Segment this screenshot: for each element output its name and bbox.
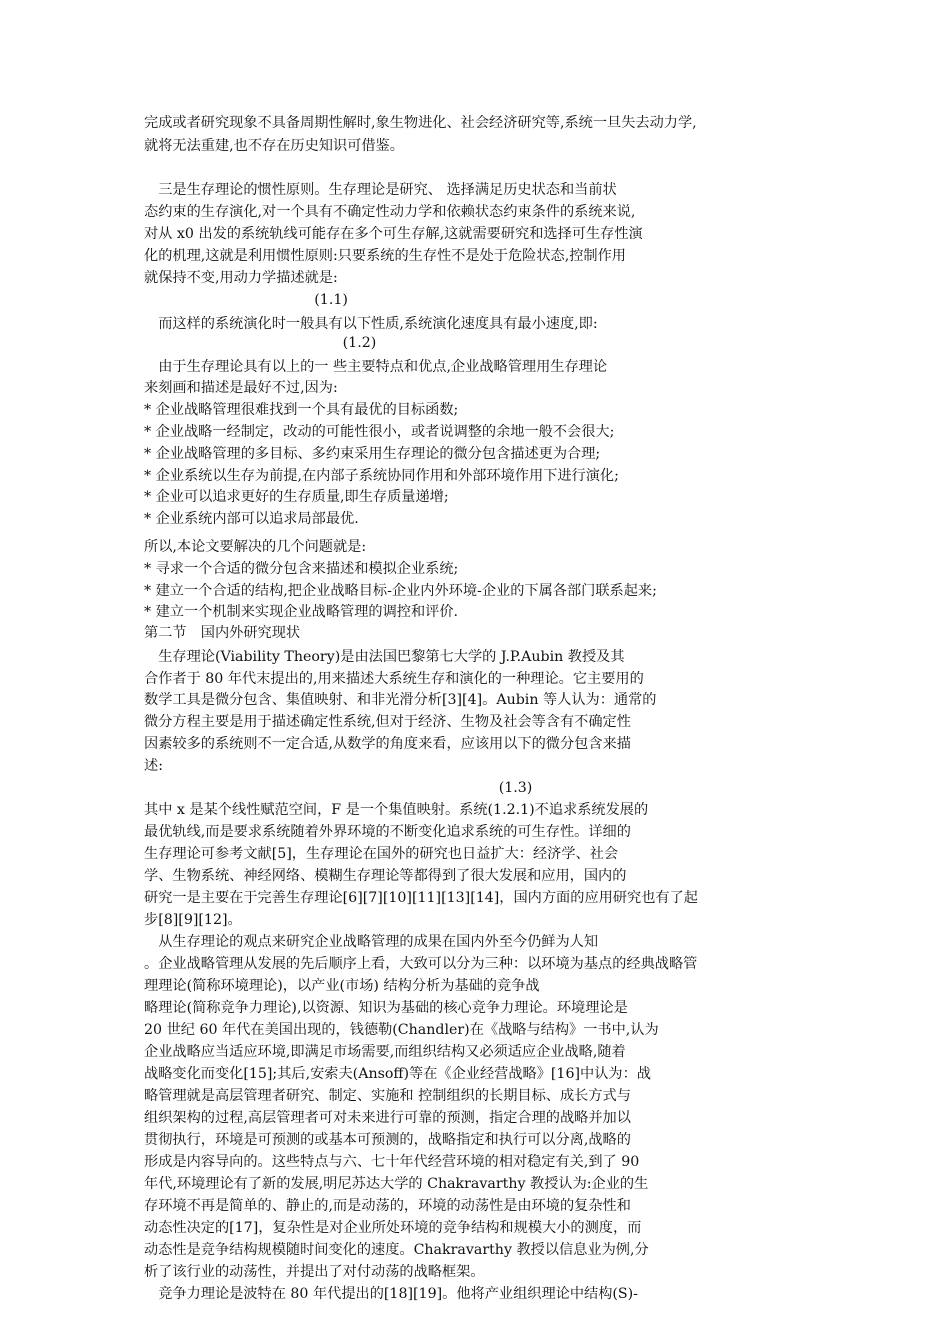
text-line: (1.1) xyxy=(144,292,348,308)
text-line: * 寻求一个合适的微分包含来描述和模拟企业系统; xyxy=(144,561,459,577)
text-line: 动态性决定的[17]，复杂性是对企业所处环境的竞争结构和规模大小的测度，而 xyxy=(144,1220,642,1236)
text-line: 研究一是主要在于完善生存理论[6][7][10][11][13][14]，国内方面的应用研究也有了起 xyxy=(144,890,698,906)
text-line: 贯彻执行，环境是可预测的或基本可预测的，战略指定和执行可以分离,战略的 xyxy=(144,1132,631,1148)
text-line: (1.3) xyxy=(144,780,533,796)
text-line: * 建立一个机制来实现企业战略管理的调控和评价. xyxy=(144,604,459,620)
text-line: 。企业战略管理从发展的先后顺序上看，大致可以分为三种：以环境为基点的经典战略管 xyxy=(144,956,698,972)
text-line: * 企业系统以生存为前提,在内部子系统协同作用和外部环境作用下进行演化; xyxy=(144,468,619,484)
text-line: 所以,本论文要解决的几个问题就是: xyxy=(144,539,367,555)
text-line: 述: xyxy=(144,758,163,774)
text-line: 对从 x0 出发的系统轨线可能存在多个可生存解,这就需要研究和选择可生存性演 xyxy=(144,226,643,242)
text-line: * 企业战略一经制定，改动的可能性很小，或者说调整的余地一般不会很大; xyxy=(144,424,615,440)
text-line: 就将无法重建,也不存在历史知识可借鉴。 xyxy=(144,138,404,154)
text-line: 最优轨线,而是要求系统随着外界环境的不断变化追求系统的可生存性。详细的 xyxy=(144,824,631,840)
text-line: 组织架构的过程,高层管理者可对未来进行可靠的预测，指定合理的战略并加以 xyxy=(144,1110,631,1126)
text-line: 三是生存理论的惯性原则。生存理论是研究、 选择满足历史状态和当前状 xyxy=(144,182,617,198)
text-line: 完成或者研究现象不具备周期性解时,象生物进化、社会经济研究等,系统一旦失去动力学, xyxy=(144,115,697,131)
text-line: 理理论(简称环境理论)，以产业(市场) 结构分析为基础的竞争战 xyxy=(144,978,540,994)
text-line: 由于生存理论具有以上的一 些主要特点和优点,企业战略管理用生存理论 xyxy=(144,359,608,375)
text-line: 从生存理论的观点来研究企业战略管理的成果在国内外至今仍鲜为人知 xyxy=(144,934,599,950)
text-line: 其中 x 是某个线性赋范空间，F 是一个集值映射。系统(1.2.1)不追求系统发展的 xyxy=(144,802,649,818)
text-line: 生存理论(Viability Theory)是由法国巴黎第七大学的 J.P.Aubin 教授及其 xyxy=(144,649,625,665)
text-line: 第二节 国内外研究现状 xyxy=(144,625,301,641)
text-line: 步[8][9][12]。 xyxy=(144,912,242,928)
text-line: 就保持不变,用动力学描述就是: xyxy=(144,270,338,286)
text-line: 析了该行业的动荡性，并提出了对付动荡的战略框架。 xyxy=(144,1264,485,1280)
text-line: * 企业可以追求更好的生存质量,即生存质量递增; xyxy=(144,489,449,505)
text-line: 因素较多的系统则不一定合适,从数学的角度来看，应该用以下的微分包含来描 xyxy=(144,736,631,752)
text-line: 竞争力理论是波特在 80 年代提出的[18][19]。他将产业组织理论中结构(S)- xyxy=(144,1286,638,1302)
text-line: 数学工具是微分包含、集值映射、和非光滑分析[3][4]。Aubin 等人认为：通常的 xyxy=(144,692,657,708)
text-line: 形成是内容导向的。这些特点与六、七十年代经营环境的相对稳定有关,到了 90 xyxy=(144,1154,640,1170)
text-line: * 企业战略管理很难找到一个具有最优的目标函数; xyxy=(144,402,459,418)
text-line: * 企业战略管理的多目标、多约束采用生存理论的微分包含描述更为合理; xyxy=(144,446,601,462)
text-line: * 建立一个合适的结构,把企业战略目标-企业内外环境-企业的下属各部门联系起来; xyxy=(144,583,657,599)
text-line: 年代,环境理论有了新的发展,明尼苏达大学的 Chakravarthy 教授认为:企业的生 xyxy=(144,1176,649,1192)
text-line: * 企业系统内部可以追求局部最优. xyxy=(144,511,359,527)
text-line: 微分方程主要是用于描述确定性系统,但对于经济、生物及社会等含有不确定性 xyxy=(144,714,631,730)
text-line: 态约束的生存演化,对一个具有不确定性动力学和依赖状态约束条件的系统来说, xyxy=(144,204,636,220)
text-line: 战略变化而变化[15];其后,安索夫(Ansoff)等在《企业经营战略》[16]中认为：战 xyxy=(144,1066,651,1082)
text-line: 合作者于 80 年代末提出的,用来描述大系统生存和演化的一种理论。它主要用的 xyxy=(144,671,644,687)
text-line: 来刻画和描述是最好不过,因为: xyxy=(144,380,338,396)
text-line: 化的机理,这就是利用惯性原则:只要系统的生存性不是处于危险状态,控制作用 xyxy=(144,248,626,264)
text-line: 学、生物系统、神经网络、模糊生存理论等都得到了很大发展和应用，国内的 xyxy=(144,868,627,884)
text-line: 生存理论可参考文献[5]，生存理论在国外的研究也日益扩大：经济学、社会 xyxy=(144,846,619,862)
text-line: 而这样的系统演化时一般具有以下性质,系统演化速度具有最小速度,即: xyxy=(144,316,598,332)
text-line: 存环境不再是简单的、静止的,而是动荡的，环境的动荡性是由环境的复杂性和 xyxy=(144,1198,631,1214)
text-line: (1.2) xyxy=(144,335,377,351)
text-line: 动态性是竞争结构规模随时间变化的速度。Chakravarthy 教授以信息业为例,分 xyxy=(144,1242,649,1258)
text-line: 略管理就是高层管理者研究、制定、实施和 控制组织的长期目标、成长方式与 xyxy=(144,1088,631,1104)
text-line: 20 世纪 60 年代在美国出现的，钱德勒(Chandler)在《战略与结构》一书中,认为 xyxy=(144,1022,659,1038)
text-line: 企业战略应当适应环境,即满足市场需要,而组织结构又必须适应企业战略,随着 xyxy=(144,1044,626,1060)
text-line: 略理论(简称竞争力理论),以资源、知识为基础的核心竞争力理论。环境理论是 xyxy=(144,1000,628,1016)
